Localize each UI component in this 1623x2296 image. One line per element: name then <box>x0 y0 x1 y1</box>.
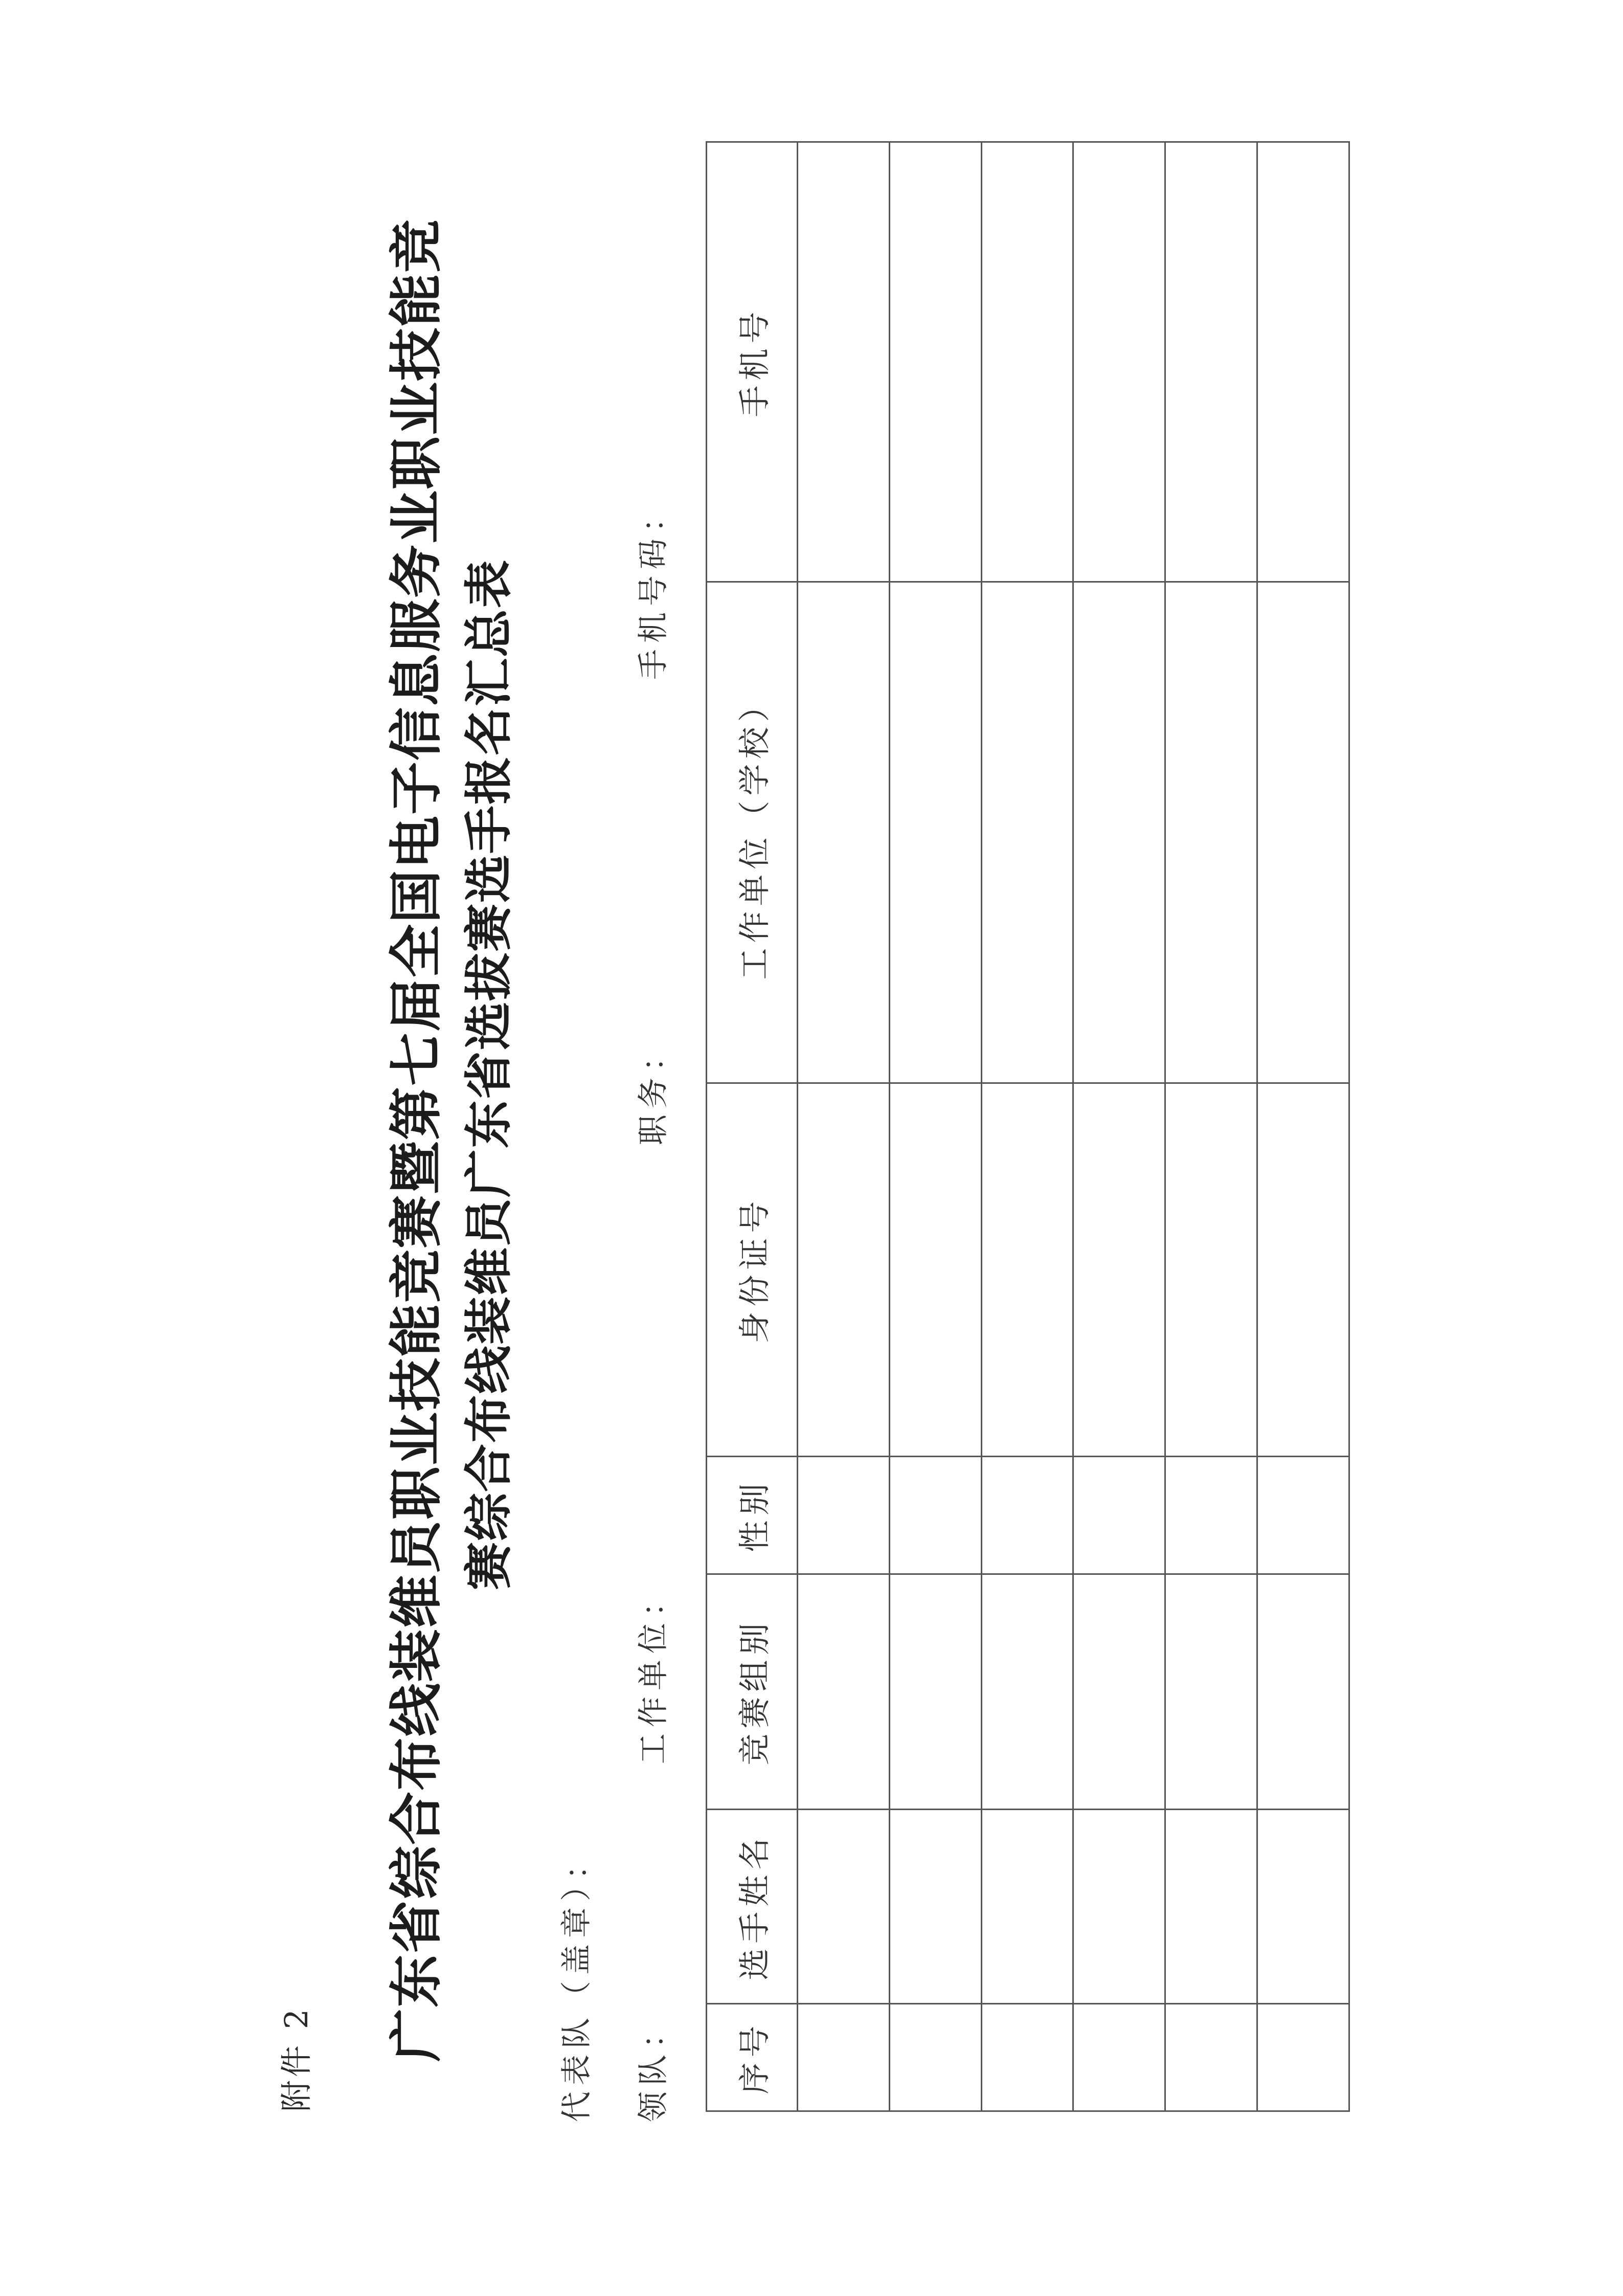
registration-table-container <box>706 143 1350 2112</box>
table-cell[interactable] <box>1165 1083 1257 1457</box>
delegation-field-label: 代表队（盖章）： <box>559 1843 595 2122</box>
leader-field-label: 领队： <box>636 2012 671 2122</box>
table-cell[interactable] <box>798 142 890 582</box>
table-cell[interactable] <box>1165 1457 1257 1574</box>
column-header-index: 序号 <box>707 2004 798 2111</box>
table-cell[interactable] <box>1073 1083 1165 1457</box>
column-header-id-number: 身份证号 <box>707 1083 798 1457</box>
column-header-name: 选手姓名 <box>707 1810 798 2004</box>
table-cell[interactable] <box>1257 1457 1349 1574</box>
table-row <box>1165 142 1257 2111</box>
work-unit-field-label: 工作单位： <box>636 1580 671 1764</box>
table-cell[interactable] <box>798 1574 890 1810</box>
table-cell[interactable] <box>1073 1574 1165 1810</box>
table-cell[interactable] <box>1073 1457 1165 1574</box>
table-cell[interactable] <box>981 142 1073 582</box>
attachment-label: 附件 2 <box>278 2005 315 2112</box>
table-cell[interactable] <box>798 1810 890 2004</box>
table-cell[interactable] <box>981 1457 1073 1574</box>
table-cell[interactable] <box>981 1574 1073 1810</box>
table-cell[interactable] <box>798 1083 890 1457</box>
column-header-phone: 手机号 <box>707 142 798 582</box>
page-title-line-2: 赛综合布线装维员广东省选拔赛选手报名汇总表 <box>461 559 517 1590</box>
table-cell[interactable] <box>889 1083 981 1457</box>
table-cell[interactable] <box>981 2004 1073 2111</box>
column-header-gender: 性别 <box>707 1457 798 1574</box>
table-cell[interactable] <box>1165 142 1257 582</box>
table-row <box>1257 142 1349 2111</box>
table-row <box>981 142 1073 2111</box>
table-cell[interactable] <box>798 2004 890 2111</box>
table-cell[interactable] <box>1165 582 1257 1083</box>
phone-field-label: 手机号码： <box>636 496 671 680</box>
table-cell[interactable] <box>1257 1810 1349 2004</box>
table-row <box>798 142 890 2111</box>
table-header-row <box>707 142 798 2111</box>
table-cell[interactable] <box>1165 1574 1257 1810</box>
table-cell[interactable] <box>1073 582 1165 1083</box>
table-cell[interactable] <box>1165 2004 1257 2111</box>
table-cell[interactable] <box>798 1457 890 1574</box>
column-header-work-unit: 工作单位（学校） <box>707 582 798 1083</box>
table-cell[interactable] <box>1257 142 1349 582</box>
table-cell[interactable] <box>889 582 981 1083</box>
table-cell[interactable] <box>1257 582 1349 1083</box>
table-cell[interactable] <box>981 582 1073 1083</box>
table-cell[interactable] <box>889 1810 981 2004</box>
column-header-group: 竞赛组别 <box>707 1574 798 1810</box>
page-title-line-1: 广东省综合布线装维员职业技能竞赛暨第七届全国电子信息服务业职业技能竞 <box>385 218 447 2062</box>
table-cell[interactable] <box>798 582 890 1083</box>
table-row <box>1073 142 1165 2111</box>
table-cell[interactable] <box>889 2004 981 2111</box>
table-cell[interactable] <box>1073 1810 1165 2004</box>
table-cell[interactable] <box>1073 2004 1165 2111</box>
table-cell[interactable] <box>981 1083 1073 1457</box>
registration-table <box>706 141 1350 2112</box>
position-field-label: 职务： <box>636 1035 671 1145</box>
table-cell[interactable] <box>1257 2004 1349 2111</box>
table-cell[interactable] <box>981 1810 1073 2004</box>
table-cell[interactable] <box>1257 1083 1349 1457</box>
table-cell[interactable] <box>1165 1810 1257 2004</box>
table-cell[interactable] <box>889 1457 981 1574</box>
table-cell[interactable] <box>889 1574 981 1810</box>
table-cell[interactable] <box>1257 1574 1349 1810</box>
table-cell[interactable] <box>889 142 981 582</box>
table-row <box>889 142 981 2111</box>
table-cell[interactable] <box>1073 142 1165 582</box>
